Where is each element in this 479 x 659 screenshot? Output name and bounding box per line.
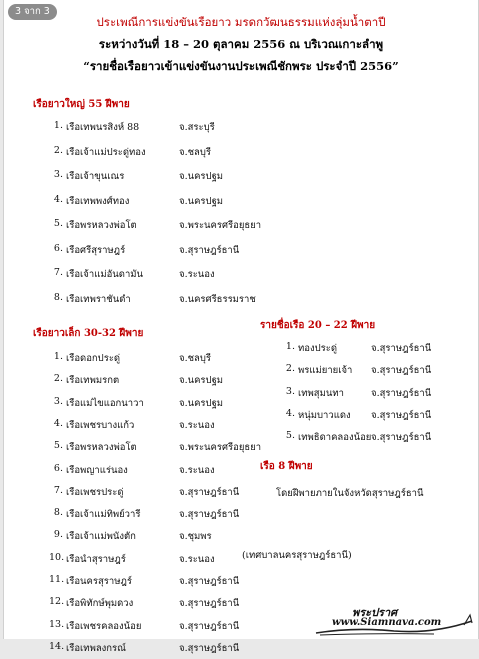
list-item (49, 194, 269, 212)
boats-8-text: โดยฝีพายภายในจังหวัดสุราษฎร์ธานี (276, 488, 424, 499)
province: จ.พระนครศรีอยุธยา (179, 220, 262, 231)
province: จ.สุราษฎร์ธานี (371, 409, 432, 421)
boat-name: เรือนำสุราษฎร์ (66, 553, 126, 565)
row-number: 1. (53, 120, 63, 131)
boat-name: เรือดอกประดู่ (66, 353, 121, 364)
row-number: 7. (53, 267, 63, 278)
list-item (49, 396, 269, 414)
page-indicator-badge: 3 จาก 3 (8, 4, 57, 20)
boats-20-22-heading: รายชื่อเรือ 20 – 22 ฝีพาย (260, 320, 376, 331)
list-item (49, 440, 269, 458)
boat-name: เรือศรีสุราษฎร์ (66, 244, 126, 256)
watermark-text-line1: พระปราศ (352, 606, 398, 619)
list-item (49, 619, 269, 637)
province: จ.สุราษฎร์ธานี (371, 365, 432, 377)
list-item (49, 574, 269, 592)
list-item (49, 169, 269, 187)
row-number: 10. (49, 551, 65, 563)
boat-name: เรือเทพราชันดำ (66, 293, 131, 305)
boats-8-heading: เรือ 8 ฝีพาย (260, 461, 313, 472)
list-item (49, 373, 269, 391)
list-item (49, 418, 269, 436)
row-number: 5. (53, 440, 63, 452)
list-item (49, 243, 269, 261)
boat-name: เรือเจ้าแม่ทิพย์วารี (66, 509, 141, 521)
province: จ.สุราษฎร์ธานี (179, 486, 240, 498)
province: จ.สระบุรี (179, 122, 215, 133)
row-11-note: (เทศบาลนครสุราษฎร์ธานี) (242, 550, 352, 561)
boat-name: เรือแม่ไขแอกนาวา (66, 397, 144, 409)
row-number: 3. (53, 169, 63, 180)
province: จ.นครปฐม (179, 171, 224, 182)
row-number: 8. (53, 507, 63, 519)
list-item (281, 341, 479, 359)
boat-name: เรือพรหลวงพ่อโต (66, 220, 137, 231)
province: จ.สุราษฎร์ธานี (371, 432, 432, 444)
row-number: 11. (49, 574, 65, 585)
row-number: 13. (49, 618, 65, 630)
boat-name: เรือเจ้าแม่พนังตัก (66, 531, 136, 543)
boat-name: เรือนครสุราษฎร์ (66, 576, 132, 587)
boat-name: เรือเทพลงกรณ์ (66, 642, 126, 654)
row-number: 2. (53, 144, 63, 156)
document-subtitle: “รายชื่อเรือยาวเข้าแข่งขันงานประเพณีชักพระ ประจำปี 2556” (83, 59, 399, 73)
list-item (49, 267, 269, 285)
boat-name: เรือเพชรคลองน้อย (66, 620, 142, 632)
list-item (49, 596, 269, 614)
list-item (49, 552, 269, 570)
boat-name: เรือเทพนรสิงห์ 88 (66, 122, 140, 133)
row-number: 6. (53, 462, 63, 474)
list-item (281, 408, 479, 426)
row-number: 3. (53, 395, 63, 407)
boat-name: เรือพรหลวงพ่อโต (66, 442, 137, 454)
row-number: 3. (285, 385, 295, 397)
row-number: 4. (53, 193, 63, 205)
siamnava-watermark-logo (314, 603, 474, 637)
list-item (49, 351, 269, 369)
province: จ.สุราษฎร์ธานี (371, 343, 432, 354)
row-number: 2. (285, 363, 295, 375)
row-number: 1. (285, 341, 295, 352)
boat-name: เรือพญาแร่นอง (66, 464, 128, 476)
row-number: 5. (285, 430, 295, 442)
list-item (49, 507, 269, 525)
boat-name: เรือเพชรบางแก้ว (66, 419, 135, 431)
list-item (49, 292, 269, 310)
row-number: 8. (53, 291, 63, 303)
event-date-line: ระหว่างวันที่ 18 – 20 ตุลาคม 2556 ณ บริเวณเกาะลำพู (98, 37, 384, 51)
province: จ.ระนอง (179, 419, 215, 431)
small-boats-heading: เรือยาวเล็ก 30-32 ฝีพาย (33, 328, 144, 339)
row-number: 2. (53, 373, 63, 385)
province: จ.นครปฐม (179, 397, 224, 409)
document-title: ประเพณีการแข่งขันเรือยาว มรดกวัฒนธรรมแห่งลุ่มน้ำตาปี (96, 15, 386, 29)
province: จ.ชลบุรี (179, 353, 211, 364)
province: จ.สุราษฎร์ธานี (179, 509, 240, 521)
row-number: 1. (53, 351, 63, 362)
list-item (49, 120, 269, 138)
province: จ.พระนครศรีอยุธยา (179, 442, 262, 454)
province: จ.นครศรีธรรมราช (179, 293, 256, 305)
boat-name: เรือเจ้าแม่อันดามัน (66, 269, 144, 280)
province: จ.นครปฐม (179, 375, 224, 387)
province: จ.สุราษฎร์ธานี (179, 620, 240, 632)
row-number: 7. (53, 484, 63, 496)
list-item (281, 363, 479, 381)
row-number: 12. (49, 596, 65, 608)
boat-name: เรือเทพพงศ์ทอง (66, 195, 130, 207)
province: จ.สุราษฎร์ธานี (371, 387, 432, 399)
boat-name: เรือเพชรประดู่ (66, 486, 124, 498)
province: จ.ระนอง (179, 553, 215, 565)
province: จ.สุราษฎร์ธานี (179, 244, 240, 256)
list-item (49, 641, 269, 659)
list-item (49, 529, 269, 547)
province: จ.สุราษฎร์ธานี (179, 642, 240, 654)
list-item (281, 386, 479, 404)
row-number: 14. (49, 640, 65, 652)
boat-name: เรือเจ้าแม่ประดู่ทอง (66, 146, 146, 158)
boat-name: เทพสุมนทา (298, 387, 344, 399)
boat-name: เรือเจ้าขุนเณร (66, 171, 125, 182)
province: จ.ชุมพร (179, 531, 212, 543)
boat-name: หนุ่มบาวแดง (298, 409, 351, 421)
province: จ.ชลบุรี (179, 146, 211, 158)
large-boats-heading: เรือยาวใหญ่ 55 ฝีพาย (33, 99, 130, 110)
province: จ.สุราษฎร์ธานี (179, 598, 240, 610)
row-number: 6. (53, 242, 63, 254)
list-item (49, 485, 269, 503)
list-item (281, 430, 479, 448)
boat-name: เรือเทพมรกต (66, 375, 120, 387)
document-page (3, 0, 479, 654)
boat-name: เทพธิดาคลองน้อย (298, 432, 372, 444)
list-item (49, 463, 269, 481)
province: จ.นครปฐม (179, 195, 224, 207)
boat-name: ทองประดู่ (298, 343, 338, 354)
list-item (49, 218, 269, 236)
province: จ.สุราษฎร์ธานี (179, 576, 240, 587)
row-number: 4. (285, 407, 295, 419)
watermark-text-line2: www.Siamnava.com (332, 617, 442, 628)
province: จ.ระนอง (179, 269, 215, 280)
list-item (49, 145, 269, 163)
province: จ.ระนอง (179, 464, 215, 476)
row-number: 4. (53, 417, 63, 429)
boat-name: พรแม่ยายเจ้า (298, 365, 353, 377)
row-number: 9. (53, 529, 63, 541)
row-number: 5. (53, 218, 63, 229)
boat-name: เรือพิทักษ์พุมดวง (66, 598, 134, 610)
